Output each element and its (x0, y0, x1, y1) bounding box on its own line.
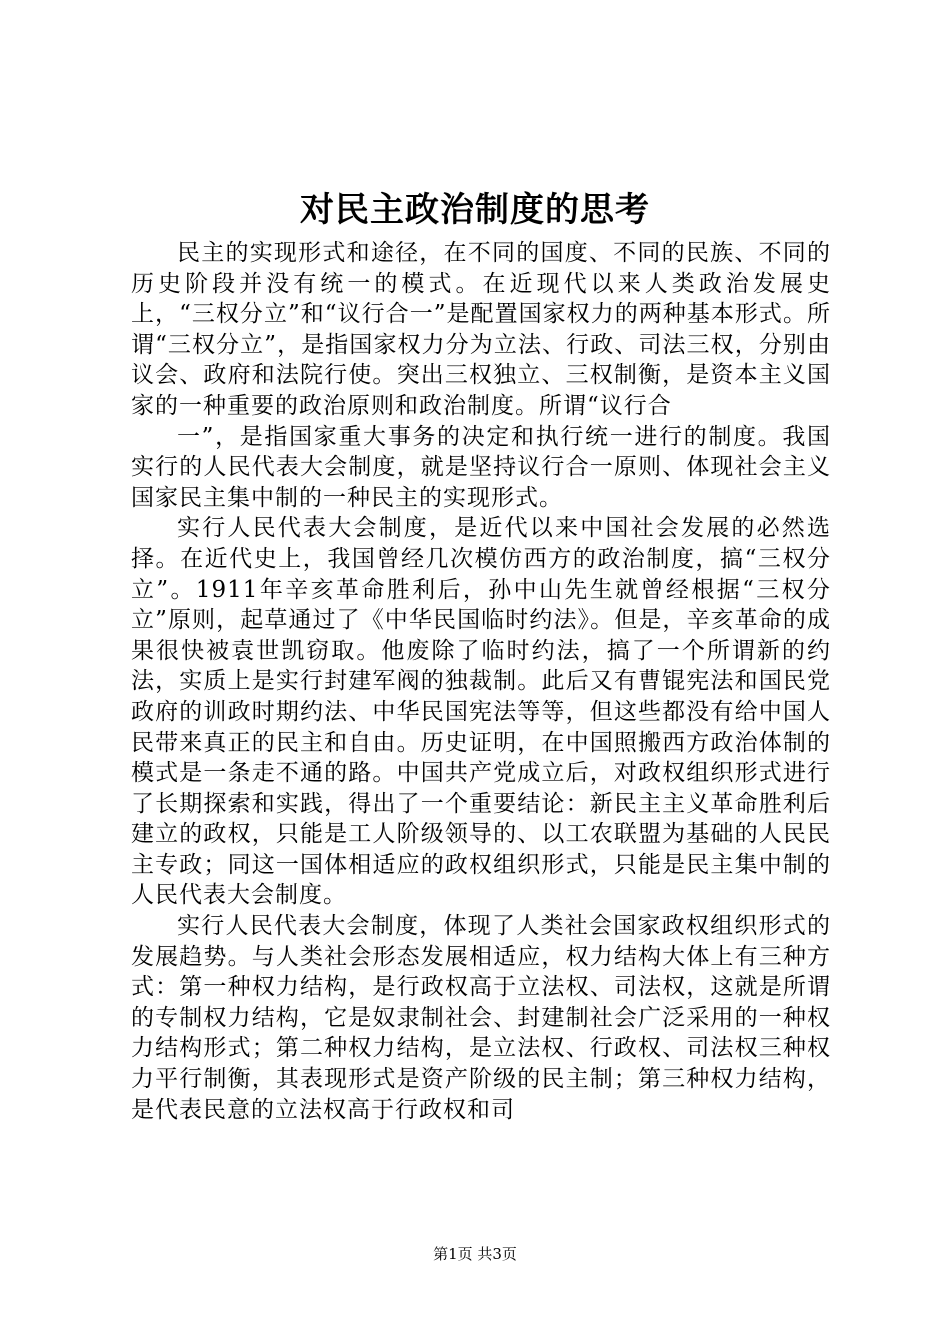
document-title: 对民主政治制度的思考 (300, 190, 650, 230)
paragraph: 实行人民代表大会制度，体现了人类社会国家政权组织形式的发展趋势。与人类社会形态发展相适应，权力结构大体上有三种方式：第一种权力结构，是行政权高于立法权、司法权，这就是所谓的专制权力结构，它是奴隶制社会、封建制社会广泛采用的一种权力结构形式；第二种权力结构，是立法权、行政权、司法权三种权力平行制衡，其表现形式是资产阶级的民主制；第三种权力结构，是代表民意的立法权高于行政权和司 (131, 913, 831, 1123)
page-number-footer: 第1页 共3页 (433, 1245, 517, 1263)
paragraph: 实行人民代表大会制度，是近代以来中国社会发展的必然选择。在近代史上，我国曾经几次模仿西方的政治制度，搞“三权分立”。1911年辛亥革命胜利后，孙中山先生就曾经根据“三权分立”原则，起草通过了《中华民国临时约法》。但是，辛亥革命的成果很快被袁世凯窃取。他废除了临时约法，搞了一个所谓新的约法，实质上是实行封建军阀的独裁制。此后又有曹锟宪法和国民党政府的训政时期约法、中华民国宪法等等，但这些都没有给中国人民带来真正的民主和自由。历史证明，在中国照搬西方政治体制的模式是一条走不通的路。中国共产党成立后，对政权组织形式进行了长期探索和实践，得出了一个重要结论：新民主主义革命胜利后建立的政权，只能是工人阶级领导的、以工农联盟为基础的人民民主专政；同这一国体相适应的政权组织形式，只能是民主集中制的人民代表大会制度。 (131, 515, 831, 909)
document-body (131, 238, 831, 1125)
paragraph: 民主的实现形式和途径，在不同的国度、不同的民族、不同的历史阶段并没有统一的模式。在近现代以来人类政治发展史上，“三权分立”和“议行合一”是配置国家权力的两种基本形式。所谓“三权分立”，是指国家权力分为立法、行政、司法三权，分别由议会、政府和法院行使。突出三权独立、三权制衡，是资本主义国家的一种重要的政治原则和政治制度。所谓“议行合 (131, 240, 831, 419)
paragraph: 一”，是指国家重大事务的决定和执行统一进行的制度。我国实行的人民代表大会制度，就是坚持议行合一原则、体现社会主义国家民主集中制的一种民主的实现形式。 (131, 423, 831, 511)
